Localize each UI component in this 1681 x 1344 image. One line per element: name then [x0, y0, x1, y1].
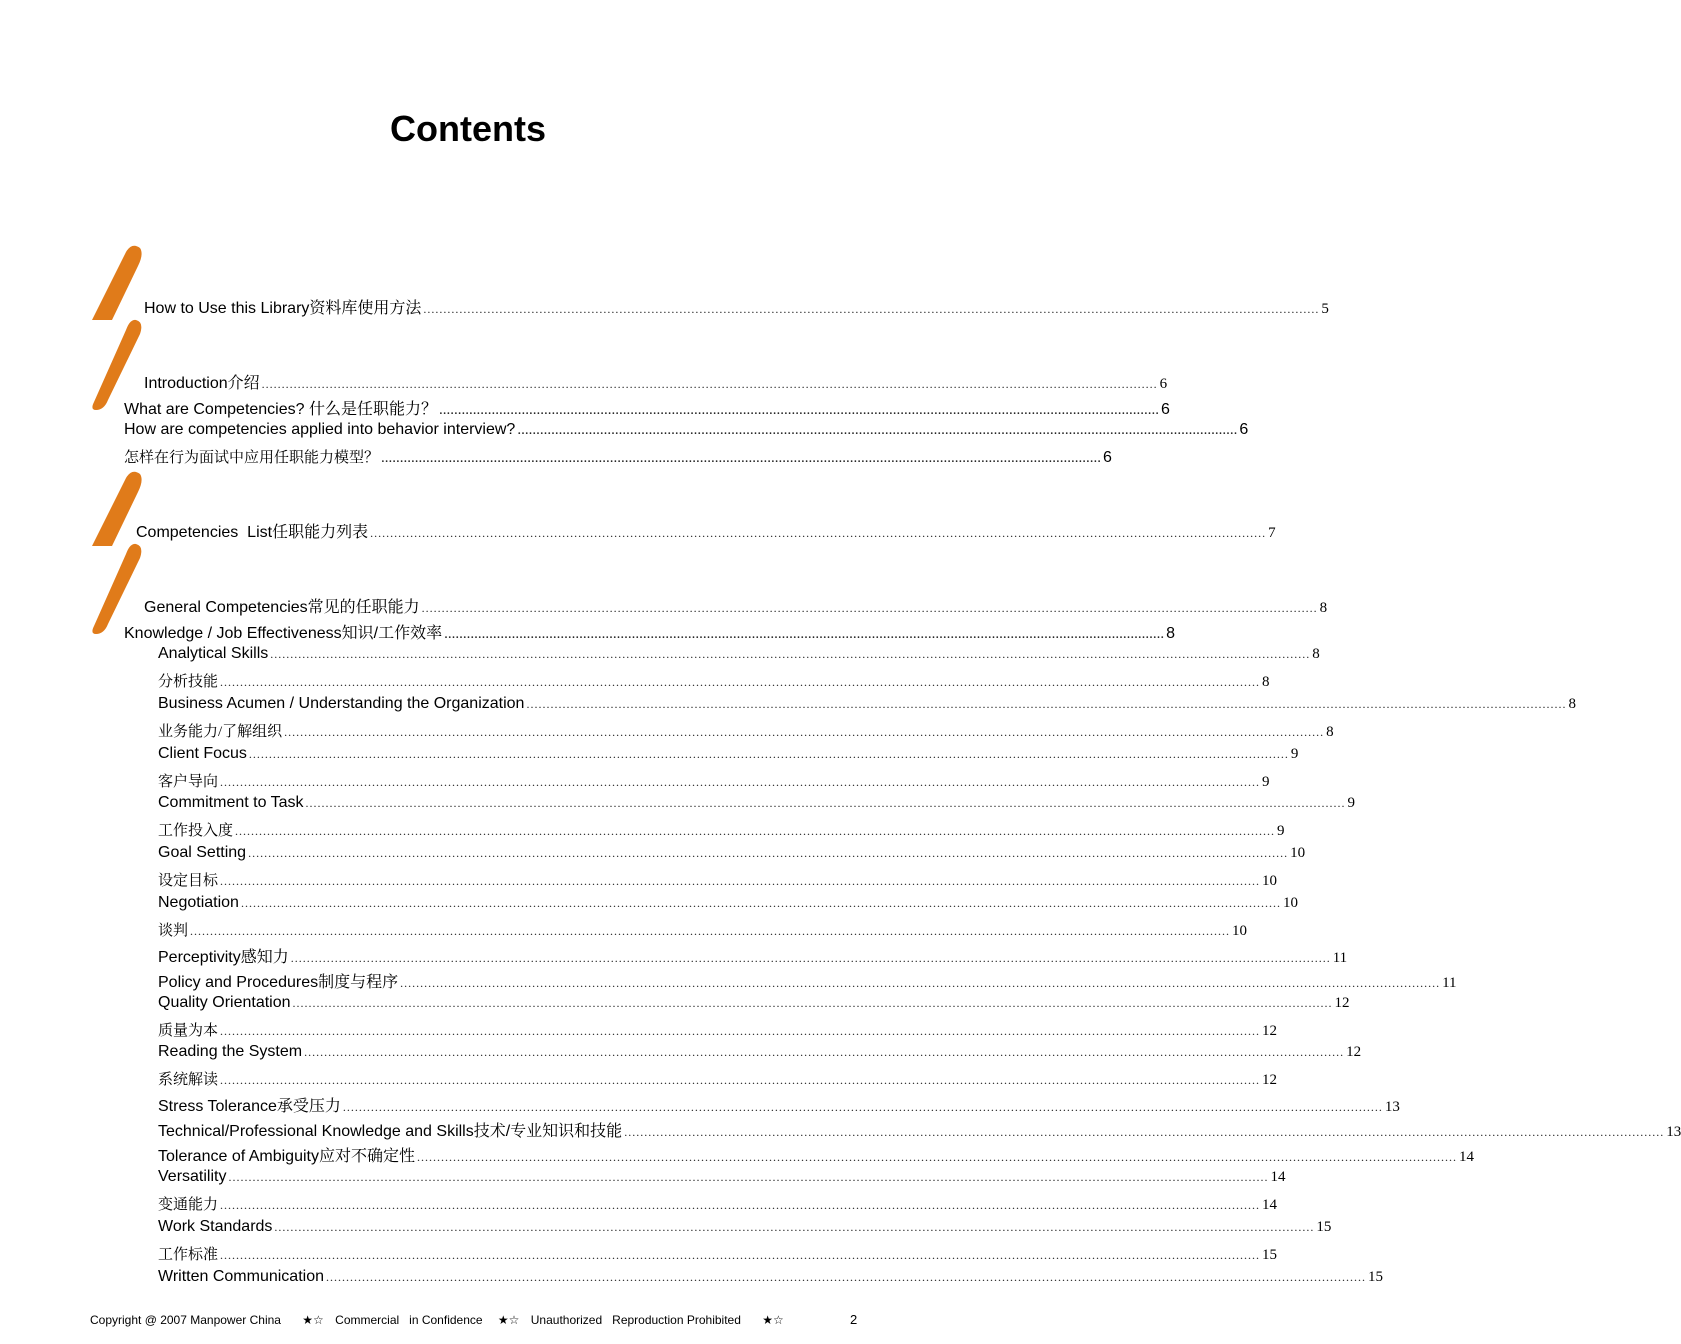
- toc-subentry-link[interactable]: [158, 1243, 1278, 1265]
- toc-entry-row: [0, 620, 1175, 642]
- toc-page-number: 9: [1262, 773, 1270, 790]
- toc-subentry-row: [0, 1118, 1681, 1141]
- toc-leader: ....................................................................................................................................................................................................................................................................: [305, 796, 1346, 811]
- toc-leader: ....................................................................................................................................................................................................................................................................: [228, 1169, 1269, 1184]
- toc-leader: ....................................................................................................................................................................................................................................................................: [274, 1219, 1315, 1234]
- toc-subentry-row: [0, 844, 1306, 866]
- toc-page-number: 12: [1346, 1044, 1362, 1061]
- toc-page-number: 13: [1666, 1124, 1681, 1141]
- toc-page-number: 14: [1270, 1168, 1286, 1185]
- toc-subentry-label: Commitment to Task: [158, 794, 304, 812]
- toc-leader: ....................................................................................................................................................................................................................................................................: [220, 1247, 1261, 1262]
- toc-page-number: 14: [1458, 1149, 1474, 1165]
- toc-subentry-row: [0, 1019, 1278, 1041]
- toc-subentry-row: [0, 919, 1248, 941]
- toc-entry-label: What are Competencies? 什么是任职能力？: [124, 401, 437, 418]
- toc-section-link[interactable]: [144, 594, 1328, 616]
- toc-leader: ....................................................................................................................................................................................................................................................................: [220, 1197, 1261, 1212]
- toc-subentry-label: 客户导向: [158, 773, 219, 790]
- toc-leader: ................................................................................................................................................................................................................................: [370, 526, 1267, 540]
- toc-page-number: 10: [1282, 895, 1298, 911]
- toc-subentry-row: [0, 869, 1278, 891]
- toc-subentry-label: 工作标准: [158, 1246, 219, 1263]
- toc-leader: ....................................................................................................................................................................................................................................................................: [220, 774, 1261, 789]
- toc-page-number: 12: [1262, 1022, 1278, 1039]
- toc-subentry-row: [0, 1167, 1286, 1190]
- toc-subentry-link[interactable]: [158, 894, 1298, 916]
- toc-subentry-row: [0, 1143, 1474, 1165]
- toc-leader: ....................................................................................................................................................................................................................................................................: [290, 950, 1331, 965]
- toc-page-number: 10: [1262, 873, 1278, 890]
- toc-subentry-link[interactable]: [158, 844, 1306, 866]
- toc-leader: ....................................................................................................................................................................................................................................................................: [624, 1125, 1665, 1140]
- toc-subentry-label: Negotiation: [158, 894, 239, 911]
- toc-leader: ....................................................................................................................................................................................................................................................................: [526, 696, 1567, 711]
- toc-subentry-label: Written Communication: [158, 1267, 324, 1285]
- star-icon: ★☆: [302, 1313, 324, 1327]
- toc-entry-label: Knowledge / Job Effectiveness知识/工作效率: [124, 625, 443, 642]
- toc-section-row: [0, 594, 1328, 616]
- toc-subentry-row: [0, 993, 1350, 1016]
- toc-page-number: 9: [1290, 745, 1299, 762]
- toc-subentry-link[interactable]: [158, 1217, 1332, 1240]
- toc-leader: ....................................................................................................................................................................................................................................................................: [416, 1150, 1457, 1164]
- toc-subentry-label: 变通能力: [158, 1196, 219, 1213]
- toc-page-number: 15: [1262, 1246, 1278, 1263]
- toc-subentry-row: [0, 694, 1576, 717]
- toc-page-number: 11: [1442, 974, 1457, 991]
- toc-leader: ....................................................................................................................................................................................................................................................................: [292, 995, 1333, 1010]
- toc-leader: ....................................................................................................................................................................................................................................................................: [235, 824, 1276, 839]
- toc-leader: ....................................................................................................................................................................................................................................................................: [325, 1269, 1366, 1284]
- toc-leader: ................................................................................................................................................................................................: [381, 450, 1102, 466]
- toc-leader: ................................................................................................................................................................................................: [444, 626, 1165, 642]
- toc-subentry-row: [0, 944, 1348, 966]
- toc-subentry-link[interactable]: [158, 794, 1356, 816]
- toc-subentry-row: [0, 1043, 1362, 1065]
- toc-subentry-label: Technical/Professional Knowledge and Skills技术/专业知识和技能: [158, 1123, 623, 1141]
- toc-leader: ....................................................................................................................................................................................................................................................................: [248, 746, 1289, 761]
- toc-subentry-row: [0, 894, 1298, 916]
- toc-subentry-link[interactable]: [158, 1143, 1474, 1165]
- toc-page-number: 15: [1316, 1218, 1332, 1235]
- page-title: Contents: [390, 108, 546, 149]
- toc-page-number: 12: [1262, 1072, 1278, 1089]
- toc-leader: ....................................................................................................................................................................................................................................................................: [342, 1100, 1383, 1115]
- toc-leader: ....................................................................................................................................................................................................................................................................: [190, 923, 1231, 938]
- toc-subentry-link[interactable]: [158, 744, 1299, 767]
- toc-subentry-label: Client Focus: [158, 744, 247, 762]
- star-icon: ★☆: [497, 1313, 520, 1327]
- toc-page-number: 10: [1290, 845, 1306, 862]
- toc-page-number: 12: [1334, 994, 1350, 1011]
- toc-subentry-link[interactable]: [158, 819, 1285, 841]
- toc-section-link[interactable]: [144, 295, 1329, 317]
- toc-subentry-row: [0, 969, 1457, 991]
- toc-entry-row: [0, 396, 1170, 418]
- toc-subentry-row: [0, 770, 1270, 792]
- toc-leader: ....................................................................................................................................................................................................................................................................: [220, 1023, 1261, 1038]
- toc-subentry-label: Quality Orientation: [158, 993, 291, 1011]
- toc-leader: ................................................................................................................................................................................................: [517, 422, 1238, 438]
- toc-leader: ................................................................................................................................................................................................................................: [423, 302, 1320, 316]
- toc-leader: ....................................................................................................................................................................................................................................................................: [240, 896, 1281, 910]
- toc-page-number: 6: [1103, 449, 1112, 466]
- toc-subentry-link[interactable]: [158, 944, 1348, 966]
- toc-leader: ....................................................................................................................................................................................................................................................................: [400, 975, 1441, 990]
- toc-leader: ................................................................................................................................................................................................................................: [261, 377, 1158, 391]
- toc-page-number: 8: [1568, 695, 1576, 712]
- toc-page-number: 8: [1166, 625, 1175, 642]
- toc-leader: ................................................................................................................................................................................................: [438, 402, 1159, 418]
- page-number: 2: [850, 1312, 858, 1327]
- toc-section-link[interactable]: [136, 519, 1276, 541]
- toc-leader: ....................................................................................................................................................................................................................................................................: [220, 1073, 1261, 1088]
- toc-leader: ....................................................................................................................................................................................................................................................................: [220, 874, 1261, 889]
- toc-subentry-label: Reading the System: [158, 1043, 303, 1061]
- toc-subentry-label: 工作投入度: [158, 823, 234, 840]
- toc-subentry-label: 业务能力/了解组织: [158, 723, 283, 740]
- toc-section-label: How to Use this Library资料库使用方法: [144, 300, 422, 317]
- toc-page-number: 9: [1347, 795, 1356, 812]
- toc-subentry-link[interactable]: [158, 770, 1270, 792]
- toc-subentry-row: [0, 1243, 1278, 1265]
- toc-leader: ....................................................................................................................................................................................................................................................................: [284, 724, 1325, 739]
- footer-copyright: Copyright @ 2007 Manpower China: [90, 1313, 281, 1327]
- toc-subentry-link[interactable]: [158, 645, 1320, 667]
- toc-page-number: 6: [1160, 401, 1170, 418]
- toc-subentry-row: [0, 794, 1356, 816]
- toc-subentry-label: Perceptivity感知力: [158, 948, 289, 966]
- toc-page-number: 8: [1312, 646, 1320, 662]
- toc-section-label: Introduction介绍: [144, 375, 260, 392]
- toc-subentry-link[interactable]: [158, 694, 1576, 717]
- toc-section-label: General Competencies常见的任职能力: [144, 599, 420, 616]
- toc-subentry-link[interactable]: [158, 1167, 1286, 1190]
- toc-page-number: 11: [1332, 949, 1348, 966]
- toc-subentry-label: Analytical Skills: [158, 645, 269, 662]
- toc-page-number: 15: [1367, 1268, 1383, 1285]
- toc-subentry-link[interactable]: [158, 919, 1248, 941]
- toc-leader: ....................................................................................................................................................................................................................................................................: [304, 1045, 1345, 1060]
- toc-page-number: 8: [1319, 600, 1328, 616]
- footer-confidential: Commercial in Confidence: [335, 1313, 483, 1327]
- toc-subentry-row: [0, 1193, 1278, 1215]
- toc-leader: ....................................................................................................................................................................................................................................................................: [248, 846, 1289, 861]
- toc-subentry-row: [0, 1217, 1332, 1240]
- toc-subentry-link[interactable]: [158, 1193, 1278, 1215]
- toc-leader: ....................................................................................................................................................................................................................................................................: [270, 647, 1311, 661]
- toc-subentry-label: 质量为本: [158, 1022, 219, 1039]
- toc-entry-link[interactable]: [124, 421, 1249, 443]
- toc-entry-link[interactable]: [124, 396, 1170, 418]
- toc-subentry-label: Policy and Procedures制度与程序: [158, 973, 399, 991]
- toc-page-number: 8: [1326, 723, 1334, 740]
- toc-page-number: 6: [1239, 421, 1249, 438]
- toc-subentry-row: [0, 645, 1320, 667]
- toc-entry-row: [0, 421, 1249, 443]
- toc-section-label: Competencies List任职能力列表: [136, 524, 369, 541]
- toc-subentry-link[interactable]: [158, 969, 1457, 991]
- toc-subentry-label: 谈判: [158, 922, 189, 939]
- toc-page-number: 14: [1262, 1196, 1278, 1213]
- toc-leader: ....................................................................................................................................................................................................................................................................: [220, 674, 1261, 689]
- toc-page-number: 13: [1384, 1099, 1400, 1116]
- toc-subentry-row: [0, 720, 1334, 742]
- toc-subentry-link[interactable]: [158, 670, 1270, 692]
- toc-subentry-label: 系统解读: [158, 1072, 219, 1089]
- toc-subentry-link[interactable]: [158, 1043, 1362, 1065]
- toc-section-row: [0, 370, 1168, 392]
- toc-subentry-row: [0, 1267, 1383, 1290]
- toc-page-number: 9: [1277, 823, 1285, 840]
- toc-page-number: 6: [1159, 376, 1168, 392]
- toc-subentry-label: 设定目标: [158, 873, 219, 890]
- toc-subentry-link[interactable]: [158, 720, 1334, 742]
- toc-page-number: 8: [1262, 673, 1270, 690]
- toc-section-row: [0, 295, 1329, 317]
- toc-subentry-link[interactable]: [158, 1019, 1278, 1041]
- toc-page-number: 7: [1268, 525, 1276, 541]
- toc-entry-label: 怎样在行为面试中应用任职能力模型？: [124, 450, 380, 466]
- toc-subentry-row: [0, 670, 1270, 692]
- toc-entry-link[interactable]: [124, 620, 1175, 642]
- toc-subentry-link[interactable]: [158, 993, 1350, 1016]
- toc-subentry-label: Work Standards: [158, 1217, 273, 1235]
- toc-subentry-label: Business Acumen / Understanding the Organization: [158, 694, 525, 712]
- toc-entry-row: [0, 446, 1112, 468]
- footer: [90, 1313, 870, 1327]
- toc-page-number: 10: [1232, 922, 1248, 939]
- toc-subentry-row: [0, 1068, 1278, 1090]
- toc-subentry-label: Stress Tolerance承受压力: [158, 1098, 341, 1116]
- toc-page-number: 5: [1321, 301, 1329, 317]
- toc-subentry-link[interactable]: [158, 1267, 1383, 1290]
- toc-entry-label: How are competencies applied into behavior interview?: [124, 421, 516, 438]
- toc-subentry-row: [0, 744, 1299, 767]
- toc-subentry-row: [0, 819, 1285, 841]
- star-icon: ★☆: [762, 1313, 784, 1327]
- toc-subentry-link[interactable]: [158, 869, 1278, 891]
- toc-subentry-link[interactable]: [158, 1068, 1278, 1090]
- toc-subentry-row: [0, 1093, 1400, 1116]
- toc-subentry-label: Versatility: [158, 1167, 227, 1185]
- toc-subentry-link[interactable]: [158, 1093, 1400, 1116]
- toc-leader: ................................................................................................................................................................................................................................: [421, 601, 1318, 615]
- toc-subentry-label: Tolerance of Ambiguity应对不确定性: [158, 1148, 415, 1165]
- toc-entry-link[interactable]: [124, 446, 1112, 468]
- footer-reproduction: Unauthorized Reproduction Prohibited: [530, 1313, 741, 1327]
- toc-subentry-link[interactable]: [158, 1118, 1681, 1141]
- toc-subentry-label: Goal Setting: [158, 844, 247, 862]
- toc-subentry-label: 分析技能: [158, 673, 219, 690]
- toc-section-link[interactable]: [144, 370, 1168, 392]
- toc-section-row: [0, 519, 1276, 541]
